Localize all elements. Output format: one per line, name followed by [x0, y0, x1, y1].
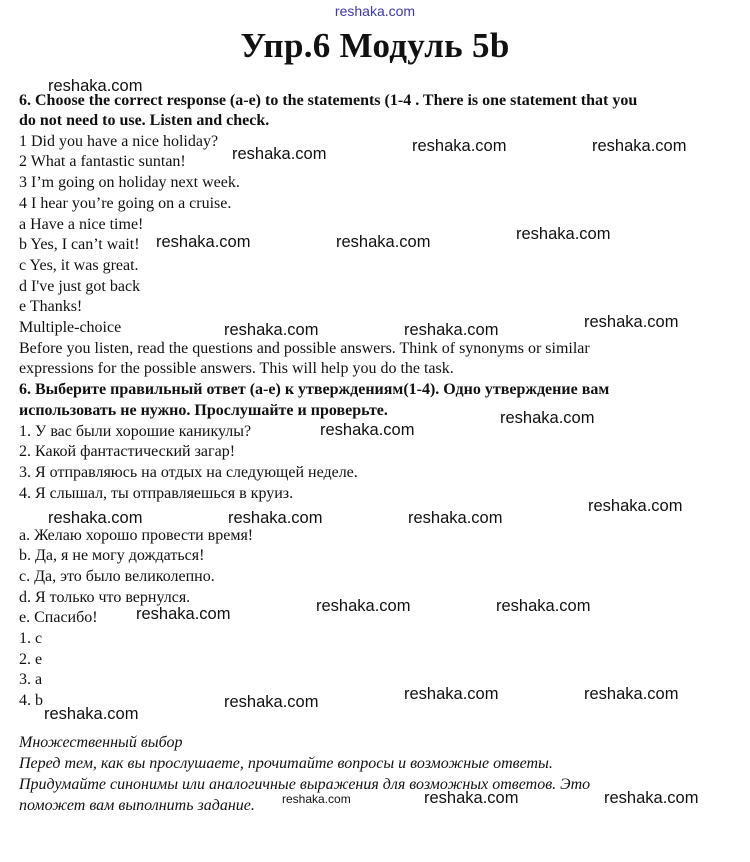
- watermark: reshaka.com: [44, 705, 139, 723]
- english-response-a: a Have a nice time!: [19, 216, 144, 233]
- answer-3: 3. a: [19, 671, 43, 688]
- russian-statement-2: 2. Какой фантастический загар!: [19, 443, 236, 460]
- english-response-e: e Thanks!: [19, 298, 83, 315]
- english-statement-2: 2 What a fantastic suntan!: [19, 153, 186, 170]
- english-statement-3: 3 I’m going on holiday next week.: [19, 174, 240, 191]
- watermark: reshaka.com: [232, 145, 327, 163]
- answer-1: 1. c: [19, 630, 43, 647]
- russian-mc-text-line-2: Придумайте синонимы или аналогичные выражения для возможных ответов. Это: [19, 776, 591, 793]
- english-statement-4: 4 I hear you’re going on a cruise.: [19, 195, 232, 212]
- watermark: reshaka.com: [336, 233, 431, 251]
- watermark: reshaka.com: [136, 605, 231, 623]
- watermark: reshaka.com: [424, 789, 519, 807]
- english-mc-text-line-2: expressions for the possible answers. This will help you do the task.: [19, 360, 454, 377]
- watermark: reshaka.com: [282, 792, 351, 806]
- russian-statement-4: 4. Я слышал, ты отправляешься в круиз.: [19, 485, 294, 502]
- russian-response-e: e. Спасибо!: [19, 609, 98, 626]
- page-title: Упр.6 Модуль 5b: [240, 26, 510, 65]
- watermark: reshaka.com: [48, 509, 143, 527]
- watermark: reshaka.com: [604, 789, 699, 807]
- watermark: reshaka.com: [404, 321, 499, 339]
- watermark: reshaka.com: [48, 77, 143, 95]
- answer-2: 2. e: [19, 651, 43, 668]
- english-mc-title: Multiple-choice: [19, 319, 122, 336]
- watermark: reshaka.com: [588, 497, 683, 515]
- watermark: reshaka.com: [316, 597, 411, 615]
- english-response-d: d I've just got back: [19, 278, 141, 295]
- english-response-c: c Yes, it was great.: [19, 257, 139, 274]
- russian-statement-3: 3. Я отправляюсь на отдых на следующей неделе.: [19, 464, 358, 481]
- english-statement-1: 1 Did you have a nice holiday?: [19, 133, 219, 150]
- watermark: reshaka.com: [224, 321, 319, 339]
- english-instruction-line-1: 6. Choose the correct response (a-e) to the statements (1-4 . There is one statement that you: [19, 92, 638, 109]
- russian-statement-1: 1. У вас были хорошие каникулы?: [19, 423, 252, 440]
- watermark: reshaka.com: [584, 685, 679, 703]
- english-mc-text-line-1: Before you listen, read the questions and possible answers. Think of synonyms or similar: [19, 340, 590, 357]
- answer-4: 4. b: [19, 692, 43, 709]
- watermark: reshaka.com: [592, 137, 687, 155]
- russian-mc-title: Множественный выбор: [19, 734, 183, 751]
- watermark: reshaka.com: [500, 409, 595, 427]
- english-instruction-line-2: do not need to use. Listen and check.: [19, 112, 270, 129]
- watermark: reshaka.com: [320, 421, 415, 439]
- russian-response-b: b. Да, я не могу дождаться!: [19, 547, 205, 564]
- watermark: reshaka.com: [156, 233, 251, 251]
- watermark: reshaka.com: [516, 225, 611, 243]
- watermark: reshaka.com: [412, 137, 507, 155]
- watermark: reshaka.com: [408, 509, 503, 527]
- watermark: reshaka.com: [224, 693, 319, 711]
- russian-response-c: c. Да, это было великолепно.: [19, 568, 215, 585]
- watermark: reshaka.com: [584, 313, 679, 331]
- russian-response-a: a. Желаю хорошо провести время!: [19, 527, 254, 544]
- watermark: reshaka.com: [228, 509, 323, 527]
- watermark: reshaka.com: [496, 597, 591, 615]
- english-response-b: b Yes, I can’t wait!: [19, 236, 140, 253]
- russian-instruction-line-2: использовать не нужно. Прослушайте и проверьте.: [19, 402, 388, 419]
- russian-response-d: d. Я только что вернулся.: [19, 589, 191, 606]
- site-watermark-top: reshaka.com: [334, 3, 416, 19]
- russian-mc-text-line-1: Перед тем, как вы прослушаете, прочитайте вопросы и возможные ответы.: [19, 755, 553, 772]
- watermark: reshaka.com: [404, 685, 499, 703]
- russian-mc-text-line-3: поможет вам выполнить задание.: [19, 797, 255, 814]
- russian-instruction-line-1: 6. Выберите правильный ответ (а-е) к утверждениям(1-4). Одно утверждение вам: [19, 381, 610, 398]
